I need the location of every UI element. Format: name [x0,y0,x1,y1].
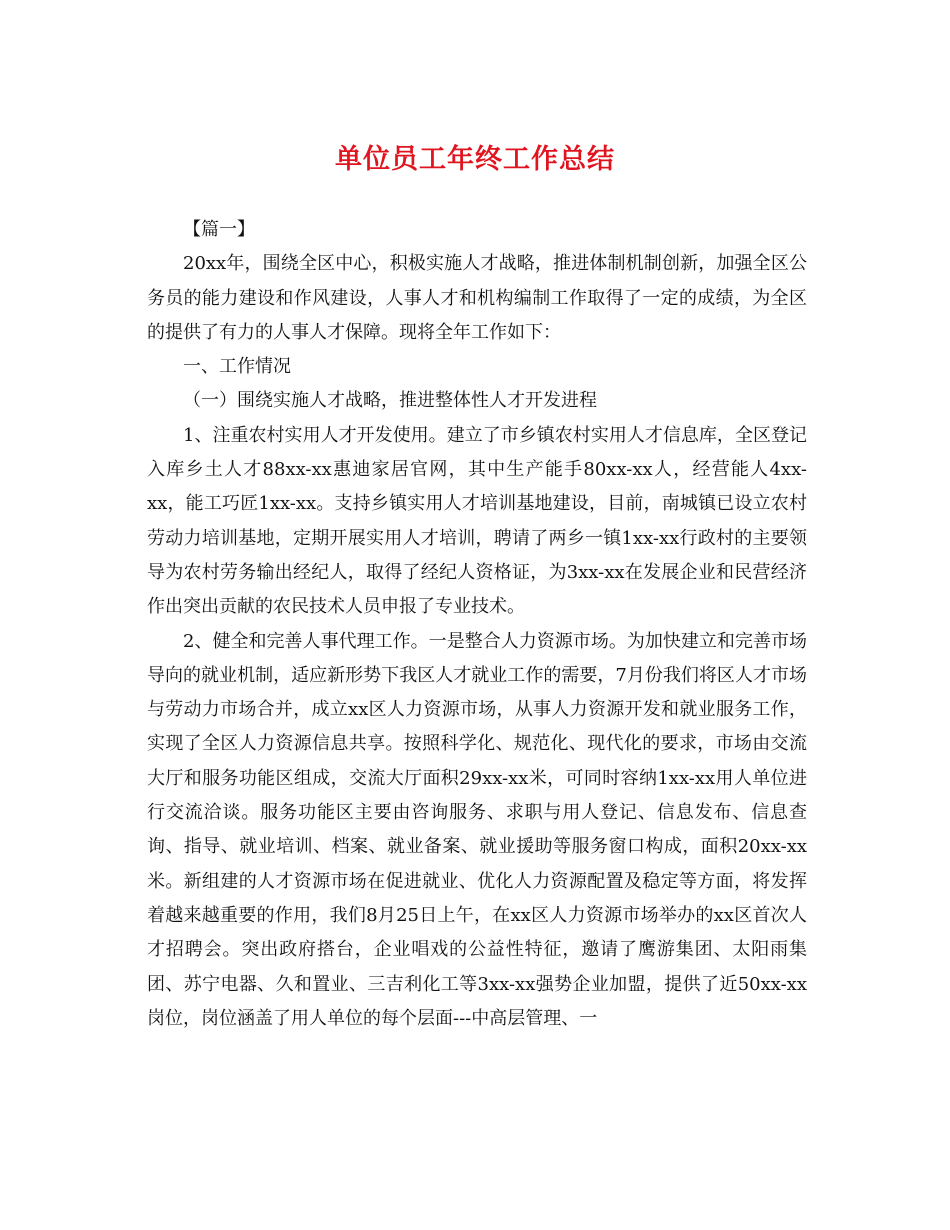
paragraph-personnel-agency: 2、健全和完善人事代理工作。一是整合人力资源市场。为加快建立和完善市场导向的就业机制，适应新形势下我区人才就业工作的需要，7月份我们将区人才市场与劳动力市场合并，成立xx区人力资源市场，从事人力资源开发和就业服务工作，实现了全区人力资源信息共享。按照科学化、规范化、现代化的要求，市场由交流大厅和服务功能区组成，交流大厅面积29xx-xx米，可同时容纳1xx-xx用人单位进行交流洽谈。服务功能区主要由咨询服务、求职与用人登记、信息发布、信息查询、指导、就业培训、档案、就业备案、就业援助等服务窗口构成，面积20xx-xx米。新组建的人才资源市场在促进就业、优化人力资源配置及稳定等方面，将发挥着越来越重要的作用，我们8月25日上午，在xx区人力资源市场举办的xx区首次人才招聘会。突出政府搭台，企业唱戏的公益性特征，邀请了鹰游集团、太阳雨集团、苏宁电器、久和置业、三吉利化工等3xx-xx强势企业加盟，提供了近50xx-xx岗位，岗位涵盖了用人单位的每个层面---中高层管理、一 [147,630,807,1029]
document-body [147,213,807,1036]
intro-paragraph: 20xx年，围绕全区中心，积极实施人才战略，推进体制机制创新，加强全区公务员的能力建设和作风建设，人事人才和机构编制工作取得了一定的成绩，为全区的提供了有力的人事人才保障。现将全年工作如下： [147,253,807,343]
section-heading-work-status: 一、工作情况 [183,356,291,378]
document-title: 单位员工年终工作总结 [335,144,615,175]
section-heading-part-one: 【篇一】 [183,219,255,240]
paragraph-rural-talent: 1、注重农村实用人才开发使用。建立了市乡镇农村实用人才信息库，全区登记入库乡土人才88xx-xx惠迪家居官网，其中生产能手80xx-xx人，经营能人4xx-xx，能工巧匠1xx-xx。支持乡镇实用人才培训基地建设，目前，南城镇已设立农村劳动力培训基地，定期开展实用人才培训，聘请了两乡一镇1xx-xx行政村的主要领导为农村劳务输出经纪人，取得了经纪人资格证，为3xx-xx在发展企业和民营经济作出突出贡献的农民技术人员申报了专业技术。 [147,424,807,618]
subsection-heading-talent-strategy: （一）围绕实施人才战略，推进整体性人才开发进程 [183,390,597,412]
